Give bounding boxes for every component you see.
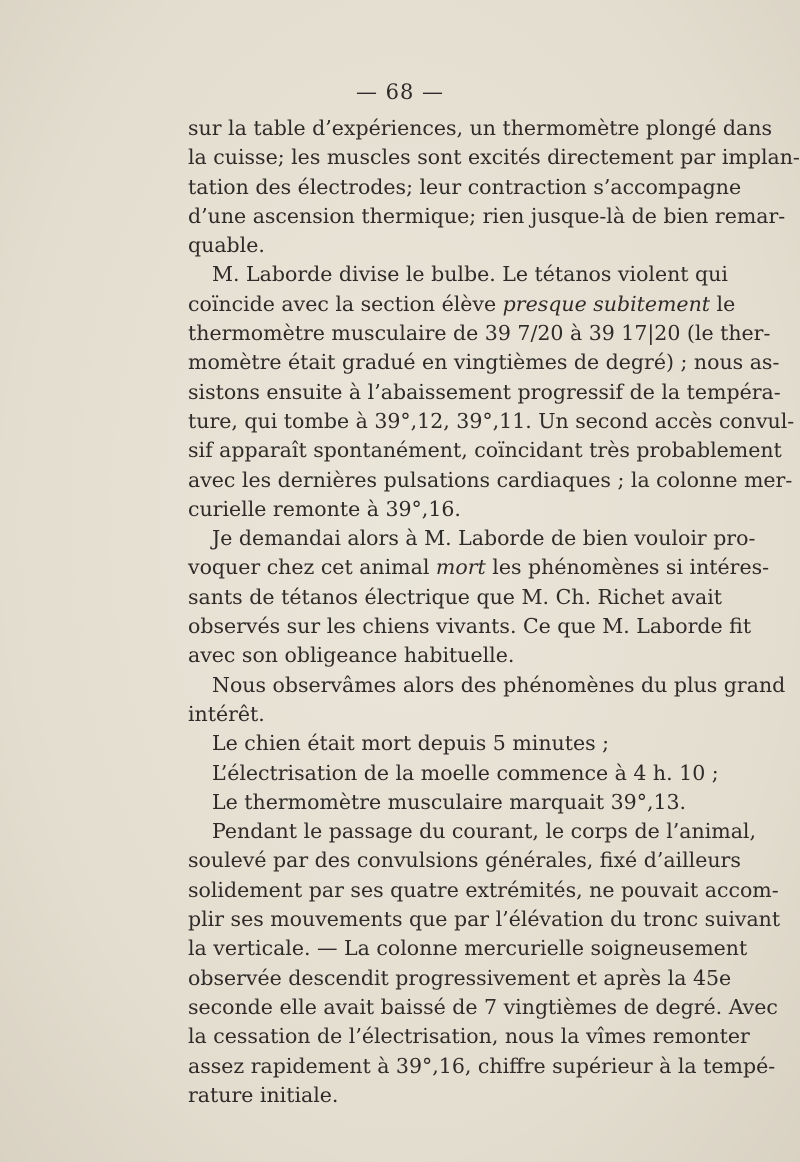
text-line — [188, 553, 770, 582]
italic-phrase: presque subitement — [502, 291, 711, 316]
text-line — [188, 290, 736, 319]
text-run: le — [710, 291, 736, 316]
text-line: M. Laborde divise le bulbe. Le tétanos violent qui — [212, 262, 728, 287]
text-line: curielle remonte à 39°,16. — [188, 496, 461, 521]
text-line: observés sur les chiens vivants. Ce que M. Laborde fit — [188, 614, 752, 639]
text-line: la verticale. — La colonne mercurielle soigneusement — [188, 936, 748, 961]
text-run: les phénomènes si intéres- — [485, 555, 770, 580]
text-line: quable. — [188, 233, 265, 258]
text-line: Pendant le passage du courant, le corps de l’animal, — [212, 819, 757, 844]
text-line: Je demandai alors à M. Laborde de bien vouloir pro- — [212, 526, 756, 551]
text-line: sif apparaît spontanément, coïncidant très probablement — [188, 438, 782, 463]
text-line: seconde elle avait baissé de 7 vingtièmes de degré. Avec — [188, 994, 778, 1019]
text-line: sants de tétanos électrique que M. Ch. Richet avait — [188, 584, 722, 609]
text-line: la cessation de l’électrisation, nous la vîmes remonter — [188, 1024, 750, 1049]
text-line: Nous observâmes alors des phénomènes du plus grand — [212, 672, 786, 697]
text-line: solidement par ses quatre extrémités, ne pouvait accom- — [188, 877, 779, 902]
text-line: Le chien était mort depuis 5 minutes ; — [212, 731, 610, 756]
text-line: avec les dernières pulsations cardiaques ; la colonne mer- — [188, 467, 793, 492]
text-line: avec son obligeance habituelle. — [188, 643, 515, 668]
text-run: coïncide avec la section élève — [188, 291, 503, 316]
text-line: plir ses mouvements que par l’élévation du tronc suivant — [188, 907, 781, 932]
page-number: — 68 — — [355, 80, 445, 104]
text-line: sistons ensuite à l’abaissement progressif de la tempéra- — [188, 379, 781, 404]
text-run: voquer chez cet animal — [188, 555, 436, 580]
text-line: Le thermomètre musculaire marquait 39°,13. — [212, 789, 687, 814]
text-line: momètre était gradué en vingtièmes de degré) ; nous as- — [188, 350, 780, 375]
text-line: assez rapidement à 39°,16, chiffre supérieur à la tempé- — [188, 1053, 776, 1078]
text-line: L’électrisation de la moelle commence à 4 h. 10 ; — [212, 760, 719, 785]
text-line: intérêt. — [188, 701, 265, 726]
text-line: ture, qui tombe à 39°,12, 39°,11. Un second accès convul- — [188, 408, 795, 433]
text-line: soulevé par des convulsions générales, fixé d’ailleurs — [188, 848, 741, 873]
text-line: sur la table d’expériences, un thermomètre plongé dans — [188, 116, 772, 140]
text-line: observée descendit progressivement et après la 45e — [188, 965, 732, 990]
italic-phrase: mort — [435, 555, 486, 580]
text-line: d’une ascension thermique; rien jusque-là de bien remar- — [188, 203, 786, 228]
text-line: tation des électrodes; leur contraction s’accompagne — [188, 174, 742, 199]
body-text — [188, 114, 800, 1110]
text-line: rature initiale. — [188, 1082, 339, 1107]
text-line: la cuisse; les muscles sont excités directement par implan- — [188, 145, 800, 170]
text-line: thermomètre musculaire de 39 7/20 à 39 17|20 (le ther- — [188, 321, 771, 346]
